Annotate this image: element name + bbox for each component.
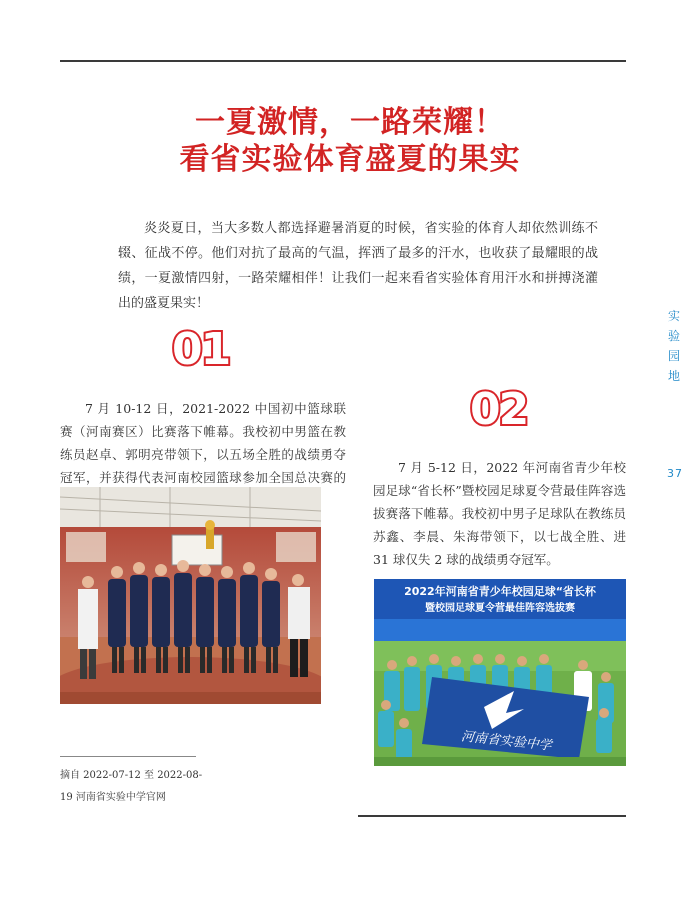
top-rule [60,60,626,62]
intro-paragraph: 炎炎夏日，当大多数人都选择避暑消夏的时候，省实验的体育人却依然训练不辍、征战不停。他们对抗了最高的气温，挥洒了最多的汗水，也收获了最耀眼的战绩，一夏激情四射，一路荣耀相伴！让我们一起来看省实验体育用汗水和拼搏浇灌出的盛夏果实！ [118,221,598,311]
side-char: 园 [667,349,680,363]
page-title-line1: 一夏激情，一路荣耀！ [195,105,505,140]
page-number: 37 [667,467,683,480]
basketball-team-photo [60,487,321,704]
page-title-line2: 看省实验体育盛夏的果实 [179,142,521,177]
section-side-label [667,306,681,386]
source-divider [60,756,196,757]
section2-paragraph: 7 月 5-12 日，2022 年河南省青少年校园足球“省长杯”暨校园足球夏令营最佳阵容选拔赛落下帷幕。我校初中男子足球队在教练员苏鑫、李晨、朱海带领下，以七战全胜、进 31 球仅失 2 球的战绩勇夺冠军。 [373,460,626,567]
bottom-rule [358,815,626,817]
section1-paragraph: 7 月 10-12 日，2021-2022 中国初中篮球联赛（河南赛区）比赛落下帷幕。我校初中男篮在教练员赵卓、郭明亮带领下，以五场全胜的战绩勇夺冠军，并获得代表河南校园篮球参加全国总决赛的 [60,401,346,485]
football-team-photo [374,579,626,766]
source-note [60,765,250,809]
section-number-02: 02 [470,384,528,435]
section-number-01: 01 [172,324,230,375]
source-line2: 19 河南省实验中学官网 [60,792,166,803]
side-char: 实 [667,309,680,323]
side-char: 验 [667,329,680,343]
side-char: 地 [667,369,680,383]
banner-line1: 2022年河南省青少年校园足球“省长杯 [404,585,596,598]
source-line1: 摘自 2022-07-12 至 2022-08- [60,770,203,781]
banner-line2: 暨校园足球夏令营最佳阵容选拔赛 [425,603,575,614]
flag-text: 河南省实验中学 [460,729,553,754]
